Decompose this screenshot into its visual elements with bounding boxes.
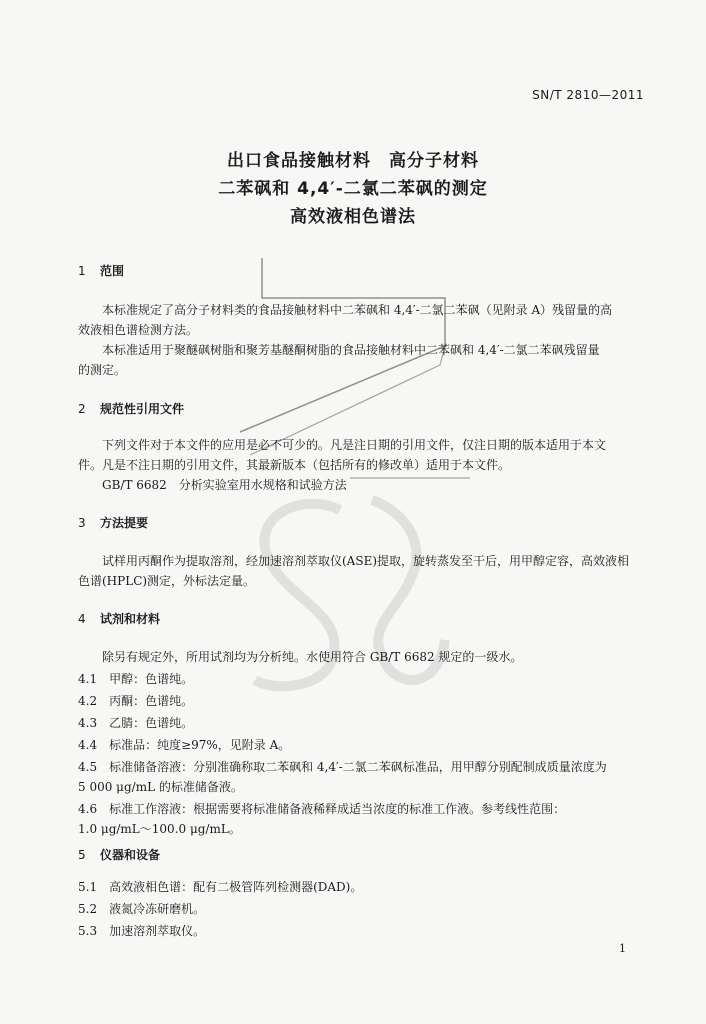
list-item: 4.1 甲醇：色谱纯。 (78, 672, 194, 686)
list-item-continuation: 5 000 μg/mL 的标准储备液。 (78, 780, 243, 794)
list-item: 5.3 加速溶剂萃取仪。 (78, 924, 206, 938)
paragraph: 试样用丙酮作为提取溶剂，经加速溶剂萃取仪(ASE)提取，旋转蒸发至干后，用甲醇定容，高效液相 (78, 554, 630, 568)
list-item: 4.6 标准工作溶液：根据需要将标准储备液稀释成适当浓度的标准工作液。参考线性范围： (78, 802, 566, 816)
title-line-2: 二苯砜和 4,4′-二氯二苯砜的测定 (218, 179, 488, 199)
section-title: 方法提要 (100, 516, 149, 530)
section-title: 规范性引用文件 (100, 402, 185, 416)
title-line-3: 高效液相色谱法 (290, 207, 416, 227)
section-number: 1 (78, 264, 86, 278)
list-item-continuation: 1.0 μg/mL～100.0 μg/mL。 (78, 822, 241, 836)
section-heading (78, 400, 184, 417)
paragraph: 本标准规定了高分子材料类的食品接触材料中二苯砜和 4,4′-二氯二苯砜（见附录 A）残留量的高 (78, 303, 613, 317)
paragraph: 色谱(HPLC)测定，外标法定量。 (78, 574, 256, 588)
paragraph: 效液相色谱检测方法。 (78, 323, 199, 337)
list-item: 4.3 乙腈：色谱纯。 (78, 716, 194, 730)
list-item: 4.2 丙酮：色谱纯。 (78, 694, 194, 708)
paragraph: 本标准适用于聚醚砜树脂和聚芳基醚酮树脂的食品接触材料中二苯砜和 4,4′-二氯二苯砜残留量 (78, 343, 600, 357)
section-heading (78, 514, 148, 531)
list-item: 5.1 高效液相色谱：配有二极管阵列检测器(DAD)。 (78, 880, 363, 894)
paragraph: 件。凡是不注日期的引用文件，其最新版本（包括所有的修改单）适用于本文件。 (78, 458, 511, 472)
section-title: 范围 (100, 264, 125, 278)
section-title: 仪器和设备 (100, 848, 161, 862)
section-number: 4 (78, 612, 86, 626)
paragraph: 的测定。 (78, 363, 127, 377)
list-item: 4.5 标准储备溶液：分别准确称取二苯砜和 4,4′-二氯二苯砜标准品，用甲醇分别配制成质量浓度为 (78, 760, 607, 774)
section-title: 试剂和材料 (100, 612, 161, 626)
section-number: 2 (78, 402, 86, 416)
title-line-1: 出口食品接触材料 高分子材料 (227, 151, 479, 171)
section-heading (78, 610, 160, 627)
paragraph: 除另有规定外，所用试剂均为分析纯。水使用符合 GB/T 6682 规定的一级水。 (78, 650, 523, 664)
list-item: 5.2 液氮冷冻研磨机。 (78, 902, 206, 916)
paragraph: 下列文件对于本文件的应用是必不可少的。凡是注日期的引用文件，仅注日期的版本适用于本文 (78, 438, 607, 452)
page-number: 1 (619, 942, 626, 955)
section-number: 5 (78, 848, 86, 862)
reference-entry: GB/T 6682 分析实验室用水规格和试验方法 (78, 478, 347, 492)
standard-number: SN/T 2810—2011 (532, 88, 644, 102)
section-heading (78, 846, 160, 863)
section-number: 3 (78, 516, 86, 530)
section-heading (78, 262, 124, 279)
list-item: 4.4 标准品：纯度≥97%，见附录 A。 (78, 738, 291, 752)
